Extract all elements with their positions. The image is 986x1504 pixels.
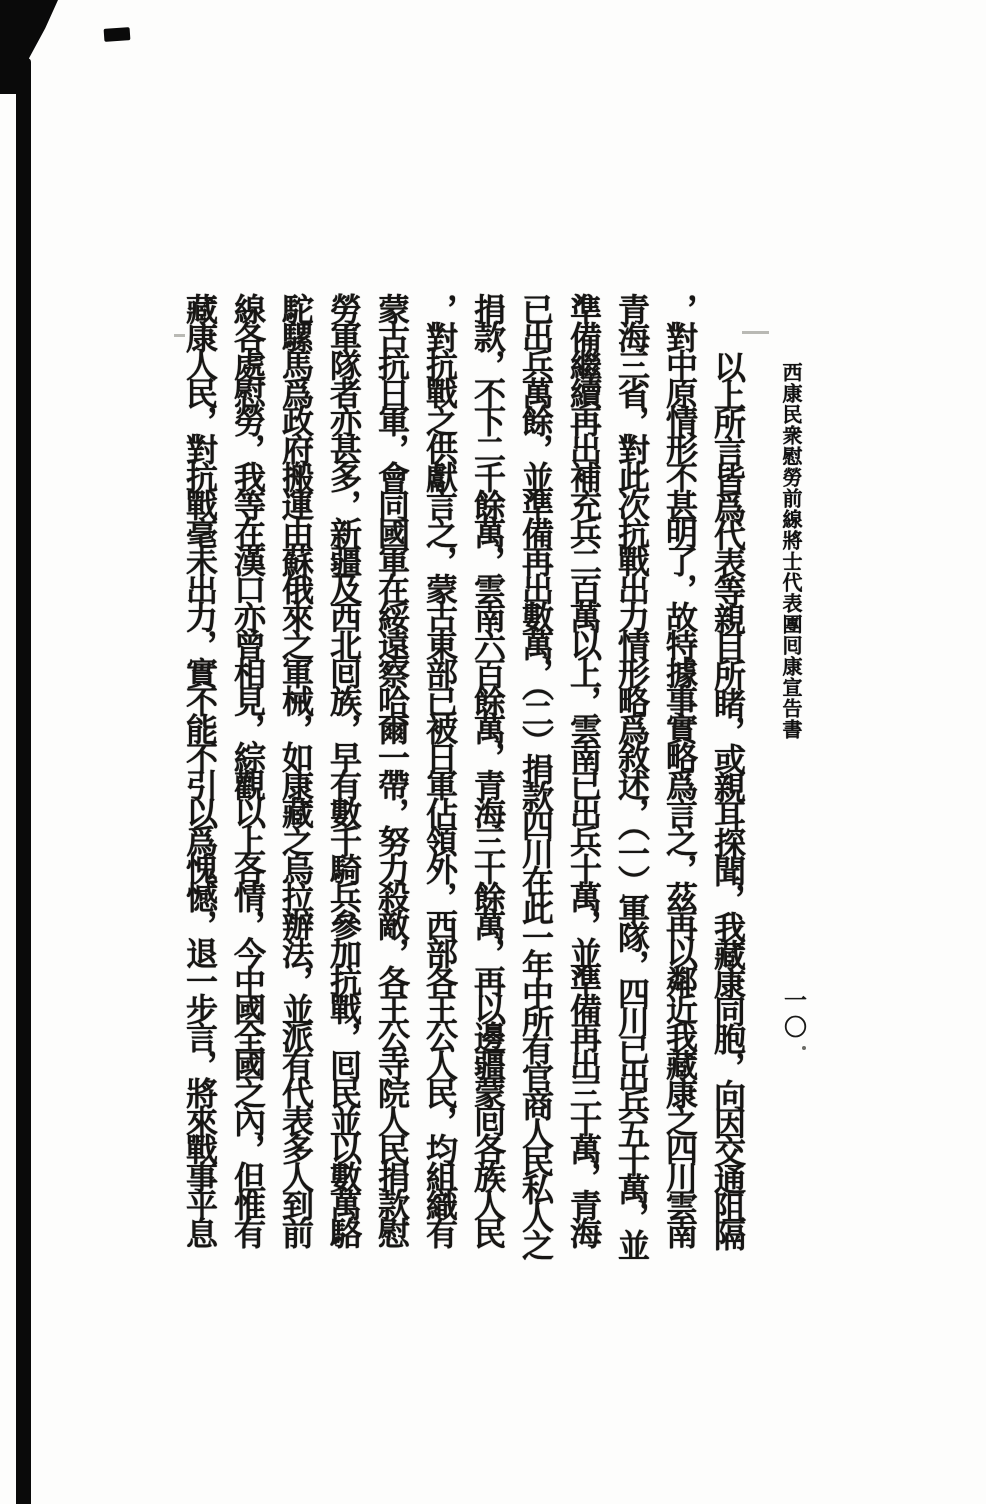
text-column-1: 以上所言皆爲代表等親目所睹，或親耳探聞，我藏康同胞，向因交通阻隔 (709, 351, 747, 1247)
text-column-11: 線各處慰勞，我等在漢口亦曾相見，綜觀以上各情，今中國全國之內，但惟有 (229, 293, 267, 1245)
scan-speck (802, 1046, 806, 1050)
text-column-3: 青海三省，對此次抗戰出力情形略爲敘述，（一）軍隊，四川已出兵五十萬，並 (613, 293, 651, 1257)
scan-scratch-mark (742, 331, 769, 334)
text-column-2: ，對中原情形不甚明了，故特據事實略爲言之，茲再以鄰近我藏康之四川雲南 (661, 293, 699, 1245)
running-header-title: 西康民衆慰勞前線將士代表團囘康宣告書 (779, 362, 803, 740)
text-column-9: 勞軍隊者亦甚多，新疆及西北囘族，早有數千騎兵參加抗戰，囘民並以數萬駱 (325, 293, 363, 1245)
text-column-6: 捐款，不下二千餘萬，雲南六百餘萬，青海三十餘萬，再以邊疆蒙囘各族人民 (469, 293, 507, 1245)
text-column-12: 藏康人民，對抗戰毫未出力，實不能不引以爲愧憾，退一步言，將來戰事平息 (181, 293, 219, 1245)
binding-gutter-bar (16, 58, 31, 1504)
page-number: 一〇 (780, 988, 807, 1042)
text-column-8: 蒙古抗日軍，會同國軍在綏遠察哈爾一帶，努力殺敵，各王公寺院人民捐款慰 (373, 293, 411, 1245)
scan-ink-mark (104, 27, 131, 42)
text-column-5: 已出兵萬餘，並準備再出數萬，（二）捐款四川在此一年中所有官商人民私人之 (517, 293, 555, 1257)
text-column-7: ，對抗戰之供獻言之，蒙古東部已被日軍佔領外，西部各王公人民，均組織有 (421, 293, 459, 1245)
text-column-4: 準備繼續再出補充兵二百萬以上，雲南已出兵十萬，並準備再出三十萬，青海 (565, 293, 603, 1245)
text-column-10: 駝騾馬爲政府搬運由蘇俄來之軍械，如康藏之烏拉辦法，並派有代表多人到前 (277, 293, 315, 1245)
